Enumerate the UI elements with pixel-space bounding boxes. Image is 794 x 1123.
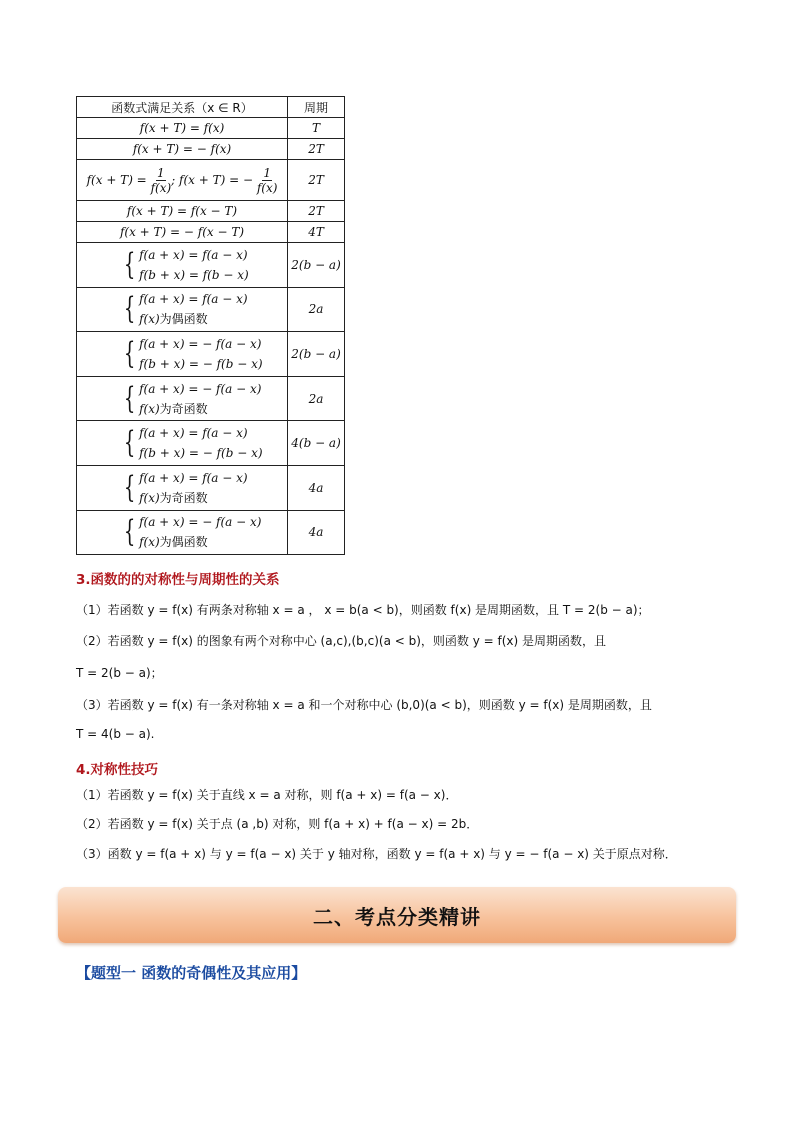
- parity-text: 为偶函数: [159, 535, 208, 550]
- equation-line: [139, 532, 208, 552]
- equation-line: f(a + x) = f(a − x): [139, 292, 248, 307]
- equation-line: f(a + x) = f(a − x): [139, 247, 248, 262]
- function-symbol: f(x): [139, 535, 160, 550]
- equation-line: [139, 309, 208, 329]
- table-row: [77, 421, 345, 466]
- period-cell: 2(b − a): [288, 243, 345, 288]
- section3-title: 3.函数的的对称性与周期性的关系: [76, 572, 280, 588]
- section3-item: （3）若函数 y = f(x) 有一条对称轴 x = a 和一个对称中心 (b,0)(a < b)，则函数 y = f(x) 是周期函数，且: [76, 698, 652, 712]
- table-row: [77, 118, 345, 139]
- period-cell: T: [288, 118, 345, 139]
- section3-item: （2）若函数 y = f(x) 的图象有两个对称中心 (a,c),(b,c)(a < b)，则函数 y = f(x) 是周期函数，且: [76, 634, 607, 648]
- equation-line: f(a + x) = − f(a − x): [139, 336, 262, 351]
- section-banner: [58, 887, 736, 943]
- relation-cell: f(x + T) = f(x): [77, 118, 288, 139]
- relation-cell: [77, 287, 288, 332]
- period-cell: 4a: [288, 510, 345, 555]
- relation-cell: [77, 243, 288, 288]
- relation-cell: [77, 421, 288, 466]
- section3-item: （1）若函数 y = f(x) 有两条对称轴 x = a ， x = b(a < b)，则函数 f(x) 是周期函数，且 T = 2(b − a)；: [76, 603, 650, 617]
- relation-cell: [77, 376, 288, 421]
- fraction-denominator: f(x): [150, 180, 172, 195]
- period-cell: 2T: [288, 139, 345, 160]
- equation-line: f(b + x) = − f(b − x): [139, 446, 263, 461]
- table-row: [77, 376, 345, 421]
- table-row: [77, 222, 345, 243]
- left-brace: {: [123, 291, 136, 327]
- period-cell: 2T: [288, 201, 345, 222]
- period-cell: 2(b − a): [288, 332, 345, 377]
- table-row: [77, 160, 345, 201]
- function-symbol: f(x): [139, 490, 160, 505]
- banner-title: 二、考点分类精讲: [313, 904, 481, 929]
- section3-item: T = 4(b − a).: [76, 727, 155, 741]
- left-brace: {: [123, 514, 136, 550]
- table-row: [77, 465, 345, 510]
- period-cell: 2a: [288, 376, 345, 421]
- period-cell: 2T: [288, 160, 345, 201]
- function-symbol: f(x): [139, 312, 160, 327]
- equation-line: f(b + x) = f(b − x): [139, 267, 249, 282]
- relation-cell: f(x + T) = − f(x − T): [77, 222, 288, 243]
- fraction: [257, 166, 278, 195]
- parity-text: 为偶函数: [159, 312, 208, 327]
- table-header-row: [77, 97, 345, 118]
- table-row: [77, 243, 345, 288]
- equation-line: f(b + x) = − f(b − x): [139, 356, 263, 371]
- section4-item: （1）若函数 y = f(x) 关于直线 x = a 对称，则 f(a + x) = f(a − x)．: [76, 788, 458, 802]
- question-type-heading: 【题型一 函数的奇偶性及其应用】: [76, 964, 307, 982]
- relation-cell: f(x + T) = − f(x): [77, 139, 288, 160]
- fraction-numerator: 1: [263, 165, 271, 180]
- section4-item: （3）函数 y = f(a + x) 与 y = f(a − x) 关于 y 轴对称，函数 y = f(a + x) 与 y = − f(a − x) 关于原点对称．: [76, 847, 677, 861]
- function-symbol: f(x): [139, 401, 160, 416]
- relation-cell: [77, 510, 288, 555]
- header-relation: 函数式满足关系（x ∈ R）: [77, 97, 288, 118]
- equation-line: f(a + x) = − f(a − x): [139, 515, 262, 530]
- equation-line: [139, 488, 208, 508]
- period-cell: 4(b − a): [288, 421, 345, 466]
- relation-cell: [77, 160, 288, 201]
- table-row: [77, 510, 345, 555]
- period-table: [76, 96, 345, 555]
- relation-part: ; f(x + T) = −: [171, 172, 254, 187]
- table-row: [77, 287, 345, 332]
- table-row: [77, 139, 345, 160]
- relation-part: f(x + T) =: [86, 172, 147, 187]
- table-row: [77, 332, 345, 377]
- left-brace: {: [123, 335, 136, 371]
- relation-cell: [77, 465, 288, 510]
- header-period: 周期: [288, 97, 345, 118]
- fraction: [151, 166, 172, 195]
- parity-text: 为奇函数: [159, 401, 208, 416]
- relation-cell: f(x + T) = f(x − T): [77, 201, 288, 222]
- equation-line: f(a + x) = f(a − x): [139, 470, 248, 485]
- period-cell: 2a: [288, 287, 345, 332]
- period-cell: 4a: [288, 465, 345, 510]
- period-cell: 4T: [288, 222, 345, 243]
- fraction-numerator: 1: [157, 165, 165, 180]
- table-row: [77, 201, 345, 222]
- left-brace: {: [123, 380, 136, 416]
- left-brace: {: [123, 246, 136, 282]
- section3-item: T = 2(b − a)；: [76, 666, 163, 680]
- equation-line: f(a + x) = − f(a − x): [139, 381, 262, 396]
- section4-item: （2）若函数 y = f(x) 关于点 (a ,b) 对称，则 f(a + x) + f(a − x) = 2b．: [76, 817, 479, 831]
- left-brace: {: [123, 425, 136, 461]
- parity-text: 为奇函数: [159, 490, 208, 505]
- section4-title: 4.对称性技巧: [76, 762, 159, 778]
- equation-line: f(a + x) = f(a − x): [139, 426, 248, 441]
- left-brace: {: [123, 469, 136, 505]
- fraction-denominator: f(x): [256, 180, 278, 195]
- equation-line: [139, 399, 208, 419]
- relation-cell: [77, 332, 288, 377]
